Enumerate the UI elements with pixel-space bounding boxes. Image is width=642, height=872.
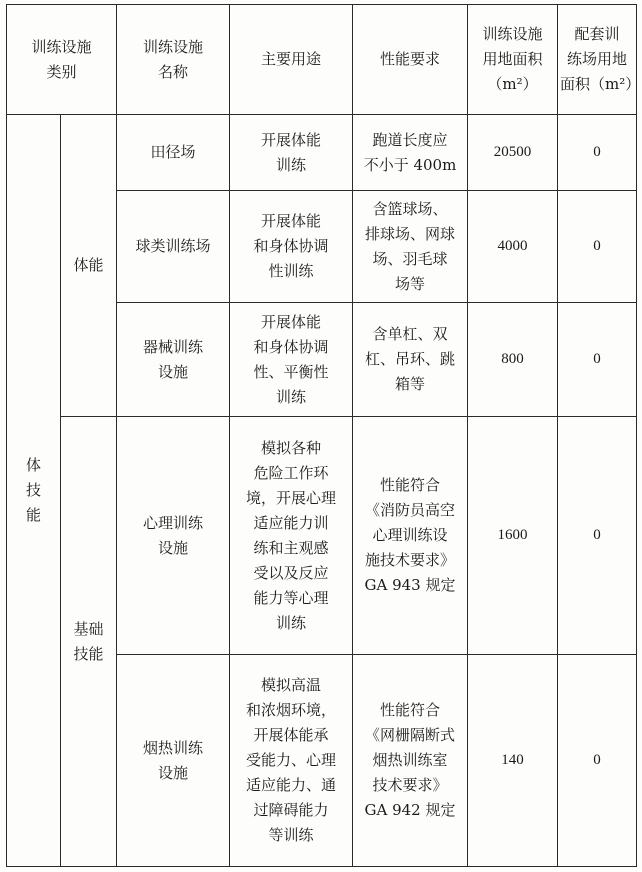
header-requirement: 性能要求 [353,5,468,115]
facility-requirement: 跑道长度应 不小于 400m [353,115,468,191]
facility-requirement: 性能符合 《网栅隔断式 烟热训练室 技术要求》 GA 942 规定 [353,655,468,867]
facility-area: 800 [468,303,558,417]
facility-purpose: 开展体能 和身体协调 性训练 [230,191,353,303]
facility-area: 1600 [468,417,558,655]
header-name: 训练设施 名称 [117,5,230,115]
facility-name: 球类训练场 [117,191,230,303]
facility-purpose: 模拟高温 和浓烟环境， 开展体能承 受能力、心理 适应能力、通 过障碍能力 等训练 [230,655,353,867]
facility-area: 4000 [468,191,558,303]
facility-requirement: 含单杠、双 杠、吊环、跳 箱等 [353,303,468,417]
header-category: 训练设施 类别 [7,5,117,115]
facility-purpose: 模拟各种 危险工作环 境，开展心理 适应能力训 练和主观感 受以及反应 能力等心理 训练 [230,417,353,655]
subgroup-label-fitness: 体能 [61,115,117,417]
facility-requirement: 含篮球场、 排球场、网球 场、羽毛球 场等 [353,191,468,303]
facility-support-area: 0 [558,303,637,417]
header-purpose: 主要用途 [230,5,353,115]
table-row [7,115,637,191]
facility-name: 田径场 [117,115,230,191]
facility-name: 烟热训练 设施 [117,655,230,867]
facility-requirement: 性能符合 《消防员高空 心理训练设 施技术要求》 GA 943 规定 [353,417,468,655]
facility-support-area: 0 [558,115,637,191]
header-area: 训练设施 用地面积 （m²） [468,5,558,115]
facility-purpose: 开展体能 训练 [230,115,353,191]
facility-support-area: 0 [558,417,637,655]
header-row [7,5,637,115]
facility-table [6,4,641,867]
facility-area: 20500 [468,115,558,191]
subgroup-label-basic: 基础 技能 [61,417,117,867]
group-label: 体 技 能 [7,115,61,867]
facility-support-area: 0 [558,191,637,303]
table-row [7,417,637,655]
facility-name: 器械训练 设施 [117,303,230,417]
facility-area: 140 [468,655,558,867]
facility-purpose: 开展体能 和身体协调 性、平衡性 训练 [230,303,353,417]
facility-name: 心理训练 设施 [117,417,230,655]
facility-support-area: 0 [558,655,637,867]
header-support-area: 配套训 练场用地 面积（m²） [558,5,637,115]
